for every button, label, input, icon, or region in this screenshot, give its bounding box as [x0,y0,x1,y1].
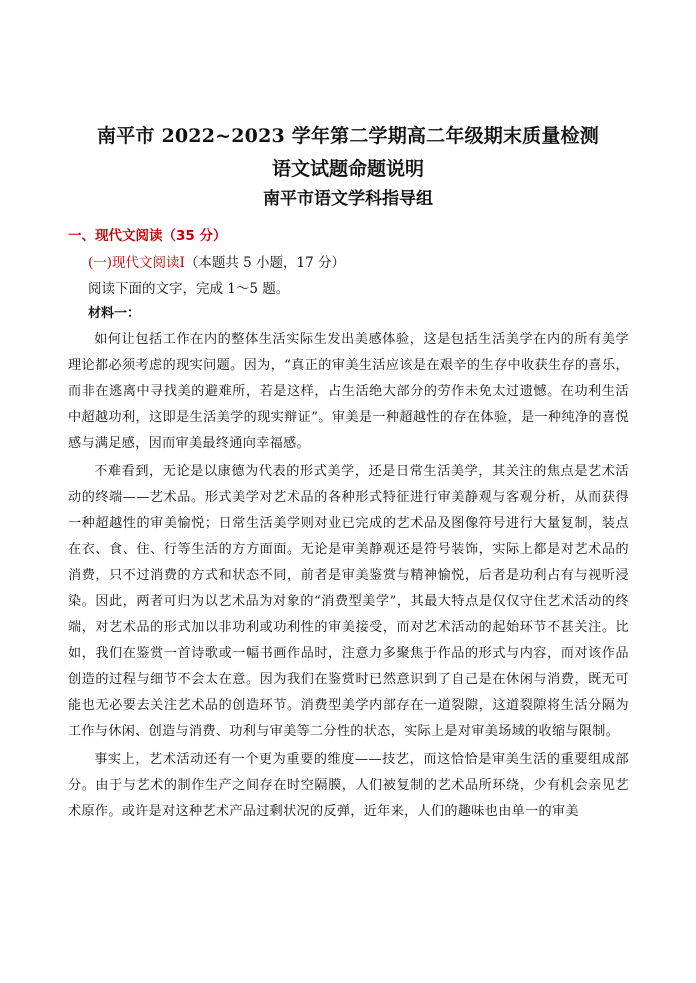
sub-heading-label: (一)现代文阅读Ⅰ [88,255,185,271]
section-heading: 一、现代文阅读（35 分） [68,228,227,244]
paragraph: 事实上，艺术活动还有一个更为重要的维度——技艺，而这恰恰是审美生活的重要组成部分。由于与艺术的制作生产之间存在时空隔膜，人们被复制的艺术品所环绕，少有机会亲见艺术原作。或许是对这种艺术产品过剩状况的反弹，近年来，人们的趣味也由单一的审美 [68,752,629,819]
paragraph: 不难看到，无论是以康德为代表的形式美学，还是日常生活美学，其关注的焦点是艺术活动的终端——艺术品。形式美学对艺术品的各种形式特征进行审美静观与客观分析，从而获得一种超越性的审美愉悦；日常生活美学则对业已完成的艺术品及图像符号进行大量复制，装点在衣、食、住、行等生活的方方面面。无论是审美静观还是符号装饰，实际上都是对艺术品的消费，只不过消费的方式和状态不同，前者是审美鉴赏与精神愉悦，后者是功利占有与视听浸染。因此，两者可归为以艺术品为对象的“消费型美学”，其最大特点是仅仅守住艺术活动的终端，对艺术品的形式加以非功利或功利性的审美接受，而对艺术活动的起始环节不甚关注。比如，我们在鉴赏一首诗歌或一幅书画作品时，注意力多聚焦于作品的形式与内容，而对该作品创造的过程与细节不会太在意。因为我们在鉴赏时已然意识到了自己是在休闲与消费，既无可能也无必要去关注艺术品的创造环节。消费型美学内部存在一道裂隙，这道裂隙将生活分隔为工作与休闲、创造与消费、功利与审美等二分性的状态，实际上是对审美场域的收缩与限制。 [68,464,629,739]
reading-instruction: 阅读下面的文字，完成 1～5 题。 [88,281,290,297]
document-title: 南平市 2022~2023 学年第二学期高二年级期末质量检测 [97,125,599,147]
sub-heading-detail: （本题共 5 小题，17 分） [184,255,346,271]
paragraph: 如何让包括工作在内的整体生活实际生发出美感体验，这是包括生活美学在内的所有美学理论都必须考虑的现实问题。因为，“真正的审美生活应该是在艰辛的生存中收获生存的喜乐，而非在逃离中寻找美的避难所，若是这样，占生活绝大部分的劳作未免太过遗憾。在功利生活中超越功利，这即是生活美学的现实辩证”。审美是一种超越性的存在体验，是一种纯净的喜悦感与满足感，因而审美最终通向幸福感。 [68,332,629,451]
sub-heading [88,254,345,272]
document-subtitle: 语文试题命题说明 [271,158,424,180]
material-label: 材料一： [88,306,141,321]
document-author: 南平市语文学科指导组 [263,189,433,209]
article-body [68,327,629,827]
